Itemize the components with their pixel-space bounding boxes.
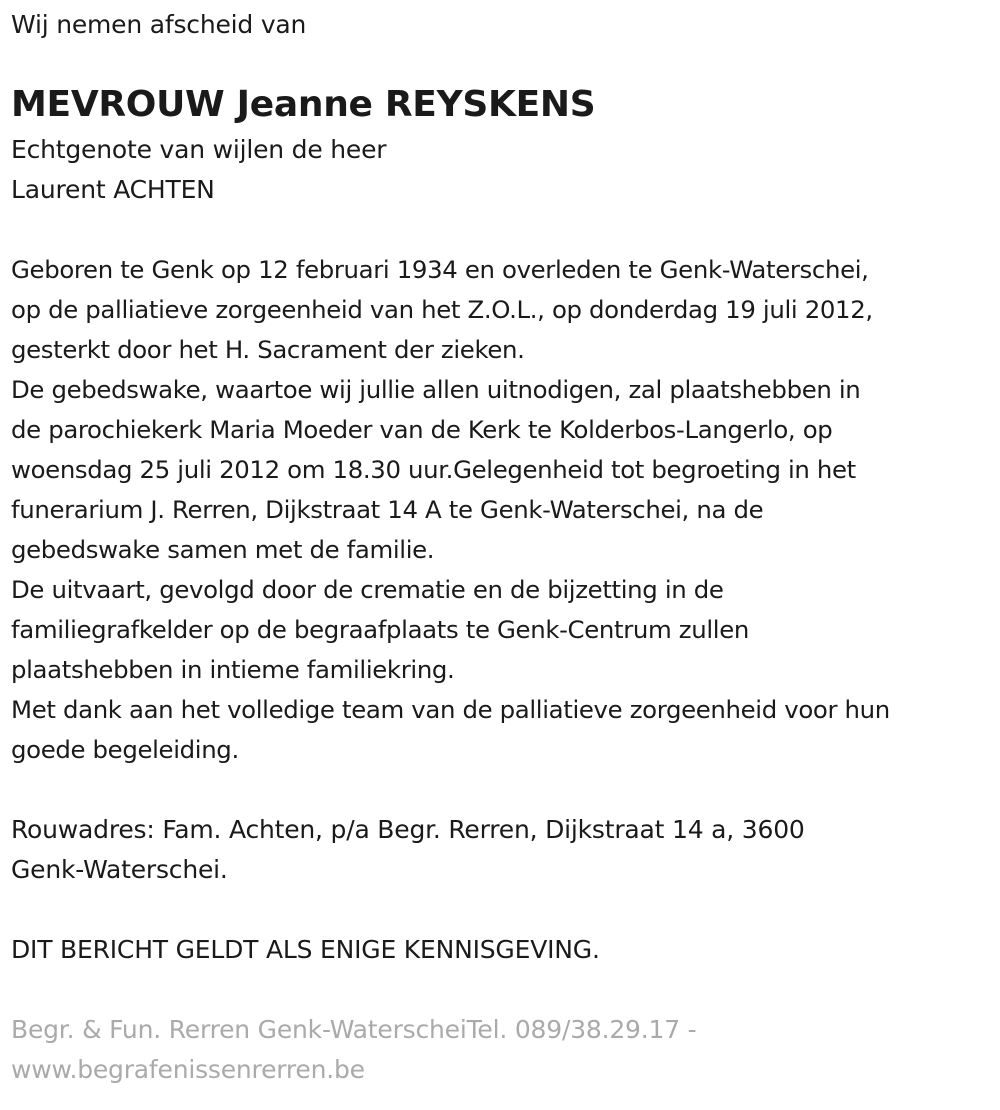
body-line: goede begeleiding. [11,735,239,764]
funeral-home-website[interactable]: www.begrafenissenrerren.be [11,1055,365,1084]
announcement-text: DIT BERICHT GELDT ALS ENIGE KENNISGEVING. [11,935,600,964]
body-line: De gebedswake, waartoe wij jullie allen uitnodigen, zal plaatshebben in [11,375,861,404]
body-line: de parochiekerk Maria Moeder van de Kerk te Kolderbos-Langerlo, op [11,415,833,444]
deceased-name: MEVROUW Jeanne REYSKENS [11,84,596,125]
spacer [11,970,996,1010]
spouse-name: Laurent ACHTEN [11,175,215,204]
spacer [11,210,996,250]
spacer [11,890,996,930]
funeral-home-contact: Begr. & Fun. Rerren Genk-WaterscheiTel. 089/38.29.17 - [11,1015,697,1044]
funeral-home-footer [11,1010,996,1090]
body-line: gebedswake samen met de familie. [11,535,435,564]
spacer [11,770,996,810]
body-line: gesterkt door het H. Sacrament der zieken. [11,335,525,364]
mourning-address [11,810,996,890]
body-line: funerarium J. Rerren, Dijkstraat 14 A te Genk-Waterschei, na de [11,495,764,524]
body-line: familiegrafkelder op de begraafplaats te Genk-Centrum zullen [11,615,749,644]
spouse-block [11,130,996,210]
address-line: Genk-Waterschei. [11,855,228,884]
spouse-line: Echtgenote van wijlen de heer [11,135,387,164]
body-line: op de palliatieve zorgeenheid van het Z.O.L., op donderdag 19 juli 2012, [11,295,873,324]
body-line: Met dank aan het volledige team van de palliatieve zorgeenheid voor hun [11,695,890,724]
body-line: De uitvaart, gevolgd door de crematie en de bijzetting in de [11,575,724,604]
body-line: plaatshebben in intieme familiekring. [11,655,455,684]
obituary-notice [11,0,996,1090]
notice-body [11,250,996,770]
body-line: woensdag 25 juli 2012 om 18.30 uur.Gelegenheid tot begroeting in het [11,455,856,484]
address-line: Rouwadres: Fam. Achten, p/a Begr. Rerren, Dijkstraat 14 a, 3600 [11,815,805,844]
intro-text: Wij nemen afscheid van [11,10,307,39]
body-line: Geboren te Genk op 12 februari 1934 en overleden te Genk-Waterschei, [11,255,869,284]
